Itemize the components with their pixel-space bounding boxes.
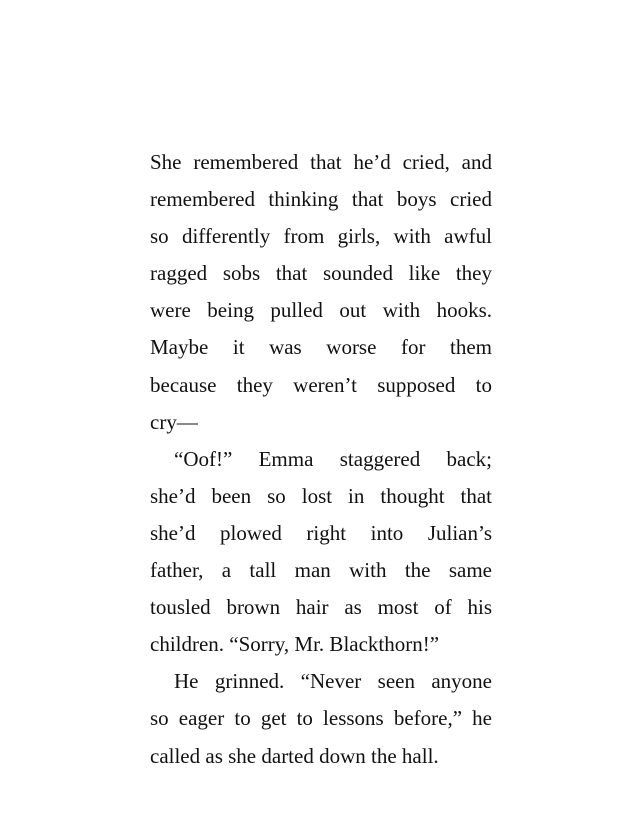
text-line: “Oof!” Emma staggered back; bbox=[174, 446, 492, 471]
text-line: were being pulled out with hooks. bbox=[150, 298, 492, 323]
text-line: she’d been so lost in thought that bbox=[150, 483, 492, 508]
text-line: ragged sobs that sounded like they bbox=[150, 261, 492, 286]
body-text bbox=[150, 144, 492, 775]
text-line: she’d plowed right into Julian’s bbox=[150, 520, 492, 545]
text-line: father, a tall man with the same bbox=[150, 558, 492, 583]
text-line: tousled brown hair as most of his bbox=[150, 595, 492, 620]
text-line: so eager to get to lessons before,” he bbox=[150, 706, 492, 731]
text-line: He grinned. “Never seen anyone bbox=[174, 669, 492, 694]
text-line: remembered thinking that boys cried bbox=[150, 187, 492, 212]
text-line: called as she darted down the hall. bbox=[150, 743, 439, 768]
text-line: cry— bbox=[150, 409, 198, 434]
text-line: Maybe it was worse for them bbox=[150, 335, 492, 360]
text-line: because they weren’t supposed to bbox=[150, 372, 492, 397]
text-line: She remembered that he’d cried, and bbox=[150, 150, 492, 174]
text-line: so differently from girls, with awful bbox=[150, 224, 492, 249]
text-line: children. “Sorry, Mr. Blackthorn!” bbox=[150, 632, 440, 657]
